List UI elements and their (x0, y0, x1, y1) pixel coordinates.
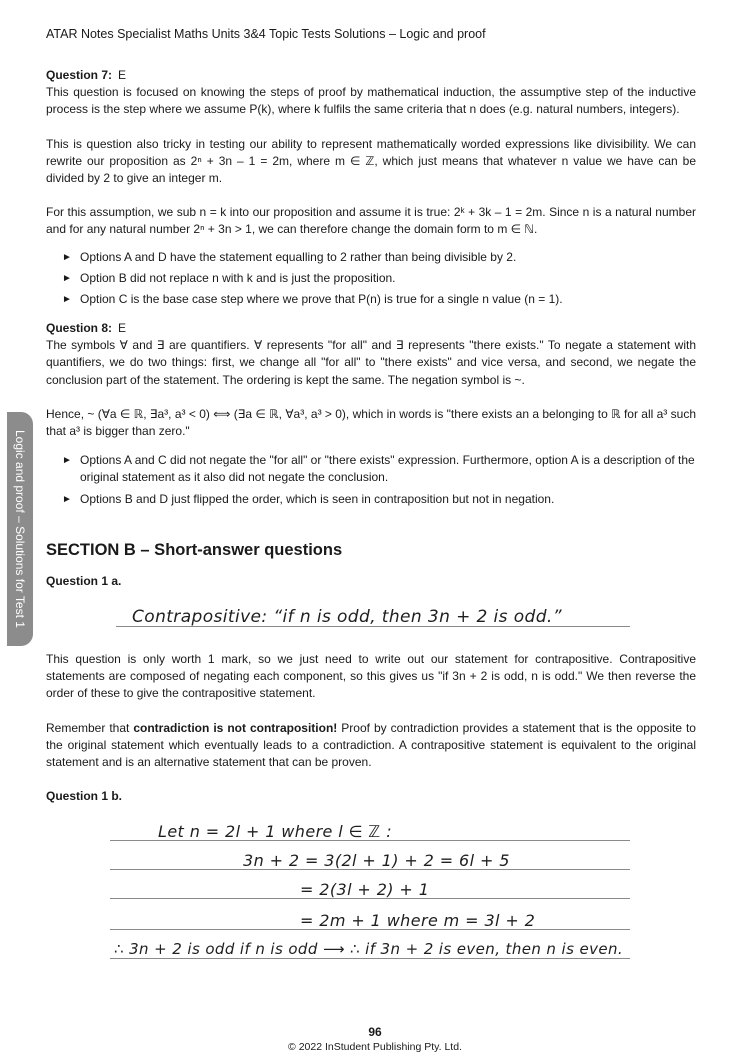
paragraph-text: Proof by contradiction provides a statement that is the opposite to the original statement which eventually leads to a contradiction. A contrapositive statement is equivalent to the original statement and is an alternative statement that can be proven. (46, 720, 696, 770)
question-7-paragraph-3: For this assumption, we sub n = k into our proposition and assume it is true: 2ᵏ + 3k – 1 = 2m. Since n is a natural number and for any natural number 2ⁿ + 3n > 1, we can therefore change the domain form to m ∈ ℕ. (46, 205, 696, 237)
question-7-answer: E (118, 68, 127, 82)
question-7-bullet: ► Options A and D have the statement equalling to 2 rather than being divisible by 2. (46, 249, 696, 266)
question-8-paragraph-1: The symbols ∀ and ∃ are quantifiers. ∀ represents "for all" and ∃ represents "there exists." To negate a statement with quantifiers, we do two things: first, we change all "for all" to "there exists" and vice versa, and second, we negate the conclusion part of the statement. The ordering is kept the same. The negation symbol is ~. (46, 338, 696, 387)
question-1a-paragraph-1: This question is only worth 1 mark, so we just need to write out our statement for contrapositive. Contrapositive statements are composed of negating each component, so this gives us "if 3n + 2 is odd, n is odd." We then reverse the order of these to give the contrapositive statement. (46, 652, 696, 701)
question-8 (46, 320, 696, 508)
question-7 (46, 67, 696, 308)
question-1a-paragraph-2 (46, 720, 696, 772)
question-7-heading (46, 67, 696, 84)
page-number: 96 (368, 1025, 382, 1039)
question-7-paragraph-2: This is question also tricky in testing our ability to represent mathematically worded expressions like divisibility. We can rewrite our proposition as 2ⁿ + 3n – 1 = 2m, where m ∈ ℤ, which just means that whatever n value we have can be divided by 2 to give an integer m. (46, 136, 696, 186)
question-8-bullet: ► Options A and C did not negate the "for all" or "there exists" expression. Furthermore, option A is a description of the original statement as it also did not negate the conclusion. (46, 452, 696, 486)
handwritten-answer-1a: Contrapositive: “if n is odd, then 3n + 2 is odd.” (132, 607, 562, 627)
handwritten-line-5: ∴ 3n + 2 is odd if n is odd ⟶ ∴ if 3n + 2 is even, then n is even. (114, 940, 624, 958)
question-8-paragraph-2: Hence, ~ (∀a ∈ ℝ, ∃a³, a³ < 0) ⟺ (∃a ∈ ℝ, ∀a³, a³ > 0), which in words is "there exists an a belonging to ℝ for all a³ such that a³ is bigger than zero." (46, 406, 696, 439)
answer-line (116, 626, 630, 627)
question-8-bullet: ► Options B and D just flipped the order, which is seen in contraposition but not in negation. (46, 491, 696, 508)
question-8-heading (46, 320, 696, 337)
paragraph-text: Remember that (46, 720, 134, 735)
question-8-answer: E (118, 321, 127, 335)
question-1b-heading (46, 788, 696, 805)
handwritten-line-3: = 2(3l + 2) + 1 (300, 880, 430, 899)
question-7-bullet: ► Option B did not replace n with k and is just the proposition. (46, 270, 696, 287)
question-1a-label: Question 1 a. (46, 574, 122, 588)
question-7-label: Question 7: (46, 68, 113, 82)
question-7-bullet: ► Option C is the base case step where we prove that P(n) is true for a single n value (n = 1). (46, 291, 696, 308)
handwritten-line-1: Let n = 2l + 1 where l ∈ ℤ : (158, 822, 393, 841)
question-1a-heading (46, 573, 696, 590)
section-b-title: SECTION B – Short-answer questions (46, 541, 343, 559)
handwritten-line-2: 3n + 2 = 3(2l + 1) + 2 = 6l + 5 (243, 851, 510, 870)
copyright: © 2022 InStudent Publishing Pty. Ltd. (288, 1041, 462, 1053)
question-1a-explanation (46, 651, 696, 771)
question-8-label: Question 8: (46, 321, 113, 335)
header-title: ATAR Notes Specialist Maths Units 3&4 Topic Tests Solutions – Logic and proof (46, 27, 486, 41)
handwritten-line-4: = 2m + 1 where m = 3l + 2 (300, 911, 536, 930)
question-1b-label: Question 1 b. (46, 789, 123, 803)
question-7-paragraph-1: This question is focused on knowing the steps of proof by mathematical induction, the assumptive step of the inductive process is the step where we assume P(k), where k fulfils the same criteria that n does (e.g. natural numbers, integers). (46, 85, 696, 117)
side-tab-label: Logic and proof – Solutions for Test 1 (13, 430, 27, 628)
emphasis-text: contradiction is not contraposition! (133, 720, 338, 735)
answer-line (110, 958, 630, 959)
